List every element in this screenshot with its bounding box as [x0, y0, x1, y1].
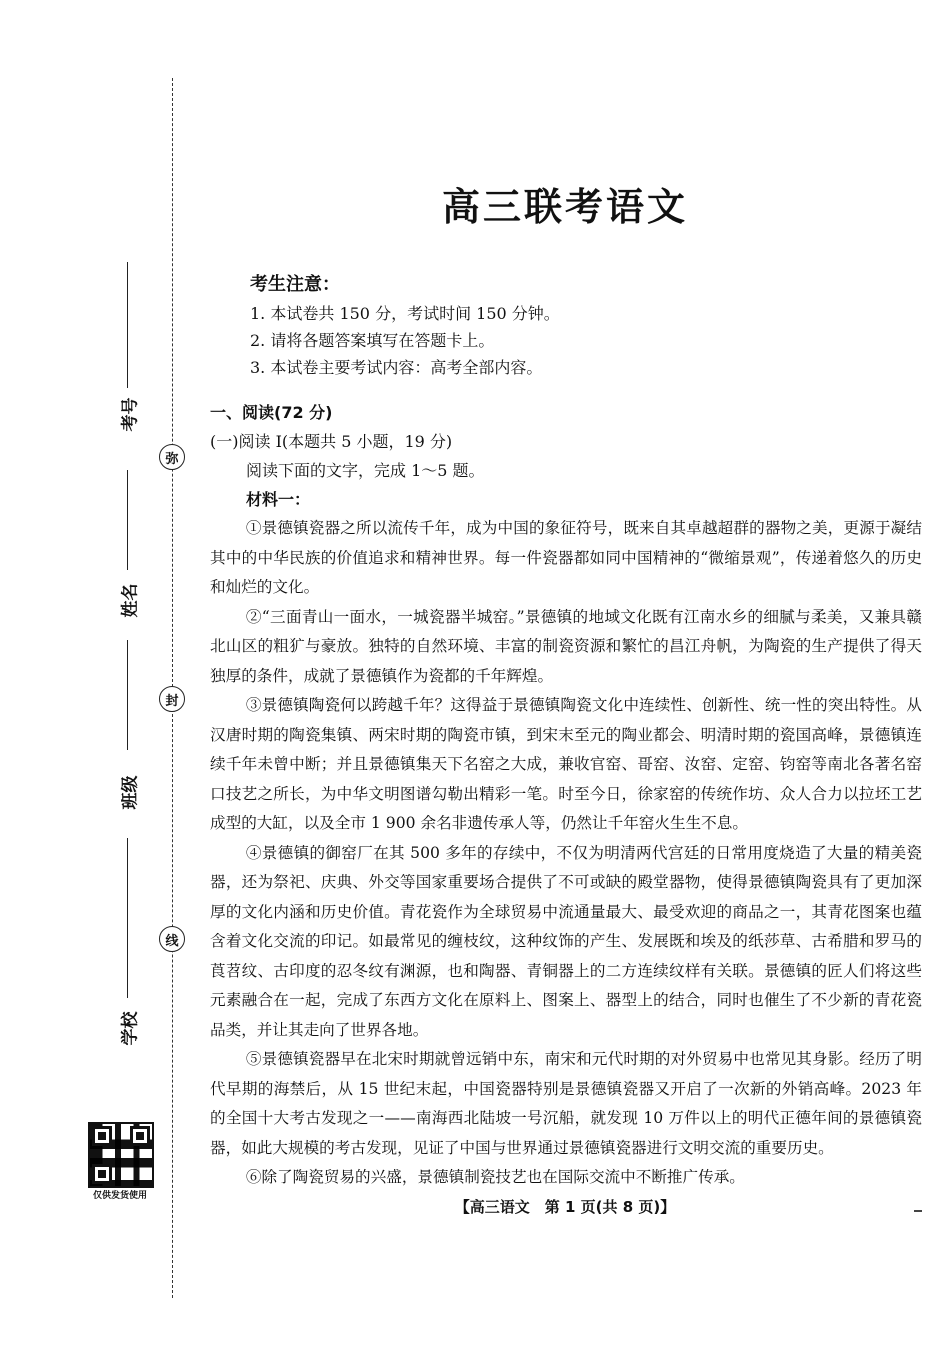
seal-xian: 线 [159, 926, 185, 952]
notice-item: 3. 本试卷主要考试内容：高考全部内容。 [250, 358, 543, 377]
material-label: 材料一： [246, 490, 311, 509]
class-label: 班级 [120, 775, 141, 810]
name-label: 姓名 [120, 583, 141, 618]
candidate-notice [250, 270, 560, 381]
class-line [127, 640, 128, 750]
page-title: 高三联考语文 [441, 185, 688, 229]
notice-heading: 考生注意： [250, 274, 340, 295]
passage-paragraph: ④景德镇的御窑厂在其 500 多年的存续中，不仅为明清两代宫廷的日常用度烧造了大量的精美瓷器，还为祭祀、庆典、外交等国家重要场合提供了不可或缺的殿堂器物，使得景德镇陶瓷具有了更加深厚的文化内涵和历史价值。青花瓷作为全球贸易中流通量最大、最受欢迎的商品之一，其青花图案也蕴含着文化交流的印记。如最常见的缠枝纹，这种纹饰的产生、发展既和埃及的纸莎草、古希腊和罗马的莨苕纹、古印度的忍冬纹有渊源，也和陶器、青铜器上的二方连续纹样有关联。景德镇的匠人们将这些元素融合在一起，完成了东西方文化在原料上、图案上、器型上的结合，同时也催生了不少新的青花瓷品类，并让其走向了世界各地。 [210, 843, 922, 1039]
passage-paragraph: ③景德镇陶瓷何以跨越千年？这得益于景德镇陶瓷文化中连续性、创新性、统一性的突出特性。从汉唐时期的陶瓷集镇、两宋时期的陶瓷市镇，到宋末至元的陶业都会、明清时期的瓷国高峰，景德镇连续千年未曾中断；并且景德镇集天下名窑之大成，兼收官窑、哥窑、汝窑、定窑、钧窑等南北各著名窑口技艺之所长，为中华文明图谱勾勒出精彩一笔。时至今日，徐家窑的传统作坊、众人合力以拉坯工艺成型的大缸，以及全市 1 900 余名非遗传承人等，仍然让千年窑火生生不息。 [210, 696, 922, 832]
seal-mi: 弥 [159, 444, 185, 470]
school-field[interactable] [108, 838, 148, 1048]
exam-number-line [127, 262, 128, 388]
section-heading: 一、阅读(72 分) [210, 403, 333, 422]
passage-paragraph: ⑤景德镇瓷器早在北宋时期就曾远销中东，南宋和元代时期的对外贸易中也常见其身影。经历了明代早期的海禁后，从 15 世纪末起，中国瓷器特别是景德镇瓷器又开启了一次新的外销高峰。2023 年的全国十大考古发现之一——南海西北陆坡一号沉船，就发现 10 万件以上的明代正德年间的景德镇瓷器，如此大规模的考古发现，见证了中国与世界通过景德镇瓷器进行文明交流的重要历史。 [210, 1050, 922, 1157]
exam-number-label: 考号 [120, 397, 141, 432]
notice-item: 1. 本试卷共 150 分，考试时间 150 分钟。 [250, 304, 560, 323]
passage-paragraph: ②“三面青山一面水，一城瓷器半城窑。”景德镇的地域文化既有江南水乡的细腻与柔美，又兼具赣北山区的粗犷与豪放。独特的自然环境、丰富的制瓷资源和繁忙的昌江舟帆，为陶瓷的生产提供了得天独厚的条件，成就了景德镇作为瓷都的千年辉煌。 [210, 607, 922, 685]
qr-finder-pattern [130, 1126, 150, 1146]
page-footer: 【高三语文 第 1 页(共 8 页)】 [454, 1198, 676, 1216]
school-label: 学校 [120, 1011, 141, 1046]
passage-paragraph: ⑥除了陶瓷贸易的兴盛，景德镇制瓷技艺也在国际交流中不断推广传承。 [245, 1168, 745, 1186]
qr-caption: 仅供发货使用 [92, 1191, 147, 1201]
scan-mark [914, 1210, 922, 1212]
qr-finder-pattern [92, 1164, 112, 1184]
class-field[interactable] [108, 640, 148, 820]
subsection-heading: (一)阅读 Ⅰ(本题共 5 小题，19 分) [210, 432, 453, 451]
qr-finder-pattern [92, 1126, 112, 1146]
passage-paragraph: ①景德镇瓷器之所以流传千年，成为中国的象征符号，既来自其卓越超群的器物之美，更源于凝结其中的中华民族的价值追求和精神世界。每一件瓷器都如同中国精神的“微缩景观”，传递着悠久的历史和灿烂的文化。 [210, 519, 922, 596]
reading-section [210, 398, 922, 1193]
seal-feng: 封 [159, 686, 185, 712]
name-field[interactable] [108, 470, 148, 630]
notice-item: 2. 请将各题答案填写在答题卡上。 [250, 331, 495, 350]
school-line [127, 838, 128, 998]
exam-number-field[interactable] [108, 262, 148, 442]
name-line [127, 470, 128, 570]
question-instruction: 阅读下面的文字，完成 1～5 题。 [246, 461, 485, 480]
qr-code-image [88, 1122, 154, 1188]
